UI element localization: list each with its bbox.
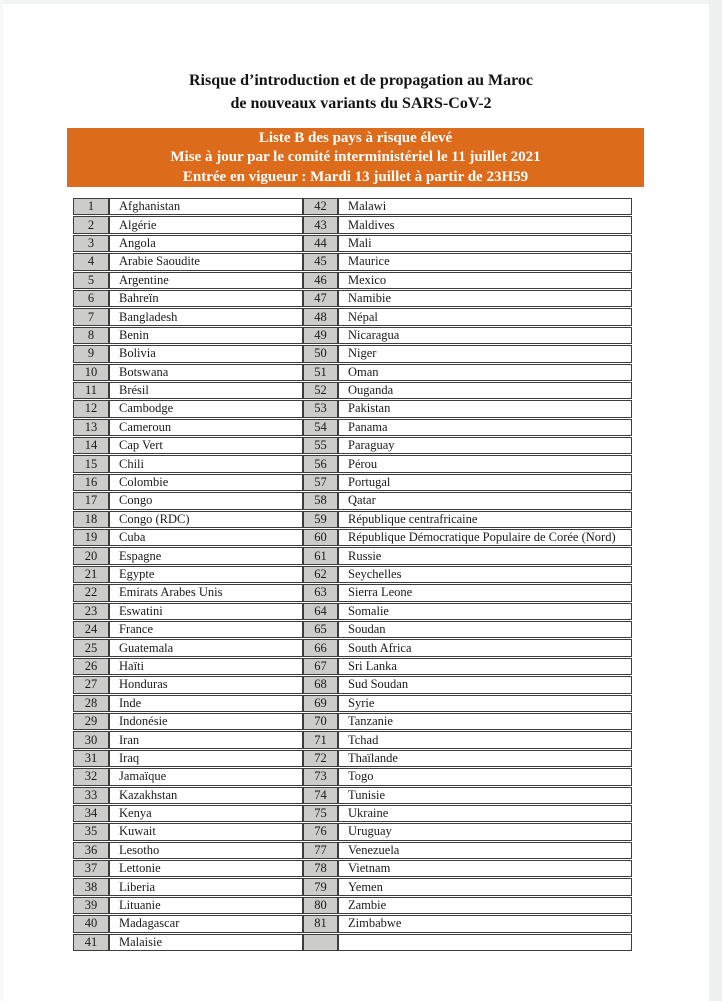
row-number-cell: 9 [73,345,109,362]
row-number-cell: 71 [303,731,338,748]
country-name-cell: Soudan [338,621,632,638]
table-row [73,474,632,491]
country-name-cell: Egypte [109,566,303,583]
row-number-cell: 56 [303,455,338,472]
country-name-cell: Seychelles [338,566,632,583]
row-number-cell: 13 [73,419,109,436]
country-name-cell: Somalie [338,603,632,620]
row-number-cell: 23 [73,603,109,620]
row-number-cell [303,934,338,951]
country-name-cell: Indonésie [109,713,303,730]
country-name-cell: Inde [109,695,303,712]
country-name-cell: Chili [109,455,303,472]
country-name-cell: Honduras [109,676,303,693]
country-name-cell: Lesotho [109,842,303,859]
row-number-cell: 28 [73,695,109,712]
country-name-cell: Cameroun [109,419,303,436]
row-number-cell: 52 [303,382,338,399]
country-name-cell: Kenya [109,805,303,822]
country-name-cell: Colombie [109,474,303,491]
table-row [73,566,632,583]
table-row [73,327,632,344]
row-number-cell: 37 [73,860,109,877]
table-row [73,584,632,601]
row-number-cell: 29 [73,713,109,730]
row-number-cell: 8 [73,327,109,344]
table-row [73,639,632,656]
row-number-cell: 50 [303,345,338,362]
country-name-cell: Portugal [338,474,632,491]
row-number-cell: 5 [73,272,109,289]
table-row [73,235,632,252]
table-row [73,216,632,233]
country-name-cell: Bahreïn [109,290,303,307]
country-name-cell: Eswatini [109,603,303,620]
row-number-cell: 42 [303,198,338,215]
row-number-cell: 40 [73,915,109,932]
country-name-cell: Qatar [338,492,632,509]
country-name-cell: Haïti [109,658,303,675]
banner-list-name: Liste B des pays à risque élevé [258,130,453,146]
country-name-cell: Mexico [338,272,632,289]
page-title-line1: Risque d’introduction et de propagation au Maroc [188,72,534,89]
row-number-cell: 10 [73,364,109,381]
row-number-cell: 69 [303,695,338,712]
country-name-cell: Iran [109,731,303,748]
page-title [0,70,722,115]
country-name-cell: Algérie [109,216,303,233]
table-row [73,713,632,730]
table-row [73,547,632,564]
country-name-cell: Zimbabwe [338,915,632,932]
country-name-cell: Congo (RDC) [109,511,303,528]
row-number-cell: 19 [73,529,109,546]
row-number-cell: 46 [303,272,338,289]
row-number-cell: 32 [73,768,109,785]
country-name-cell: Pérou [338,455,632,472]
row-number-cell: 75 [303,805,338,822]
row-number-cell: 76 [303,823,338,840]
row-number-cell: 80 [303,897,338,914]
country-name-cell: Benin [109,327,303,344]
row-number-cell: 67 [303,658,338,675]
table-row [73,658,632,675]
row-number-cell: 45 [303,253,338,270]
country-name-cell: Syrie [338,695,632,712]
row-number-cell: 60 [303,529,338,546]
table-row [73,676,632,693]
country-name-cell: Maurice [338,253,632,270]
row-number-cell: 81 [303,915,338,932]
row-number-cell: 34 [73,805,109,822]
country-name-cell: Sud Soudan [338,676,632,693]
table-row [73,400,632,417]
country-table [73,197,632,952]
table-row [73,823,632,840]
row-number-cell: 11 [73,382,109,399]
country-name-cell: Niger [338,345,632,362]
country-name-cell: Emirats Arabes Unis [109,584,303,601]
row-number-cell: 68 [303,676,338,693]
row-number-cell: 15 [73,455,109,472]
row-number-cell: 3 [73,235,109,252]
table-row [73,860,632,877]
country-name-cell: Kazakhstan [109,787,303,804]
country-name-cell: Pakistan [338,400,632,417]
table-row [73,695,632,712]
country-name-cell: Bolivia [109,345,303,362]
row-number-cell: 30 [73,731,109,748]
country-name-cell [338,934,632,951]
country-name-cell: Madagascar [109,915,303,932]
country-name-cell: Sierra Leone [338,584,632,601]
row-number-cell: 25 [73,639,109,656]
country-name-cell: Angola [109,235,303,252]
row-number-cell: 48 [303,308,338,325]
country-name-cell: Paraguay [338,437,632,454]
row-number-cell: 2 [73,216,109,233]
country-name-cell: Togo [338,768,632,785]
scan-edge-right [709,0,722,1001]
country-name-cell: Liberia [109,878,303,895]
country-name-cell: Kuwait [109,823,303,840]
table-row [73,603,632,620]
country-name-cell: France [109,621,303,638]
table-row [73,308,632,325]
country-name-cell: Vietnam [338,860,632,877]
table-row [73,198,632,215]
country-name-cell: Namibie [338,290,632,307]
country-name-cell: Ukraine [338,805,632,822]
row-number-cell: 73 [303,768,338,785]
table-row [73,842,632,859]
country-name-cell: Guatemala [109,639,303,656]
row-number-cell: 36 [73,842,109,859]
row-number-cell: 20 [73,547,109,564]
banner-effective-date: Entrée en vigueur : Mardi 13 juillet à partir de 23H59 [182,168,529,185]
risk-list-banner [67,128,644,187]
row-number-cell: 44 [303,235,338,252]
row-number-cell: 51 [303,364,338,381]
country-name-cell: Espagne [109,547,303,564]
country-name-cell: Tanzanie [338,713,632,730]
country-name-cell: Tunisie [338,787,632,804]
row-number-cell: 41 [73,934,109,951]
country-name-cell: Sri Lanka [338,658,632,675]
row-number-cell: 35 [73,823,109,840]
country-name-cell: Cambodge [109,400,303,417]
row-number-cell: 18 [73,511,109,528]
row-number-cell: 72 [303,750,338,767]
banner-update-info: Mise à jour par le comité interministériel le 11 juillet 2021 [170,149,541,166]
row-number-cell: 78 [303,860,338,877]
row-number-cell: 47 [303,290,338,307]
country-name-cell: Zambie [338,897,632,914]
country-name-cell: Tchad [338,731,632,748]
row-number-cell: 14 [73,437,109,454]
row-number-cell: 55 [303,437,338,454]
table-row [73,492,632,509]
table-row [73,529,632,546]
row-number-cell: 64 [303,603,338,620]
row-number-cell: 59 [303,511,338,528]
country-name-cell: Népal [338,308,632,325]
row-number-cell: 33 [73,787,109,804]
row-number-cell: 77 [303,842,338,859]
row-number-cell: 70 [303,713,338,730]
table-row [73,345,632,362]
country-name-cell: South Africa [338,639,632,656]
row-number-cell: 7 [73,308,109,325]
table-row [73,455,632,472]
row-number-cell: 39 [73,897,109,914]
country-table-body [73,198,632,951]
country-name-cell: Argentine [109,272,303,289]
country-name-cell: Bangladesh [109,308,303,325]
row-number-cell: 49 [303,327,338,344]
table-row [73,382,632,399]
row-number-cell: 62 [303,566,338,583]
table-row [73,253,632,270]
page-title-line2: de nouveaux variants du SARS-CoV-2 [230,94,492,112]
country-name-cell: Lituanie [109,897,303,914]
country-name-cell: Lettonie [109,860,303,877]
country-name-cell: République Démocratique Populaire de Corée (Nord) [338,529,632,546]
row-number-cell: 58 [303,492,338,509]
table-row [73,364,632,381]
country-name-cell: Malaisie [109,934,303,951]
row-number-cell: 16 [73,474,109,491]
table-row [73,419,632,436]
table-row [73,878,632,895]
country-name-cell: Afghanistan [109,198,303,215]
country-name-cell: Thaïlande [338,750,632,767]
scan-edge-left [0,0,3,1001]
country-name-cell: Iraq [109,750,303,767]
table-row [73,934,632,951]
country-name-cell: Brésil [109,382,303,399]
row-number-cell: 61 [303,547,338,564]
row-number-cell: 38 [73,878,109,895]
row-number-cell: 31 [73,750,109,767]
country-name-cell: Malawi [338,198,632,215]
table-row [73,731,632,748]
table-row [73,290,632,307]
country-name-cell: Oman [338,364,632,381]
table-row [73,750,632,767]
table-row [73,787,632,804]
table-row [73,621,632,638]
country-name-cell: Panama [338,419,632,436]
row-number-cell: 27 [73,676,109,693]
country-name-cell: Uruguay [338,823,632,840]
row-number-cell: 1 [73,198,109,215]
table-row [73,897,632,914]
table-row [73,437,632,454]
country-name-cell: Arabie Saoudite [109,253,303,270]
country-name-cell: Venezuela [338,842,632,859]
country-name-cell: Yemen [338,878,632,895]
table-row [73,511,632,528]
table-row [73,805,632,822]
row-number-cell: 63 [303,584,338,601]
country-name-cell: République centrafricaine [338,511,632,528]
country-name-cell: Nicaragua [338,327,632,344]
country-name-cell: Mali [338,235,632,252]
row-number-cell: 26 [73,658,109,675]
country-name-cell: Maldives [338,216,632,233]
table-row [73,915,632,932]
row-number-cell: 53 [303,400,338,417]
row-number-cell: 17 [73,492,109,509]
country-name-cell: Botswana [109,364,303,381]
row-number-cell: 79 [303,878,338,895]
row-number-cell: 22 [73,584,109,601]
row-number-cell: 74 [303,787,338,804]
row-number-cell: 21 [73,566,109,583]
row-number-cell: 43 [303,216,338,233]
row-number-cell: 24 [73,621,109,638]
country-name-cell: Cuba [109,529,303,546]
table-row [73,768,632,785]
row-number-cell: 57 [303,474,338,491]
table-row [73,272,632,289]
country-name-cell: Jamaïque [109,768,303,785]
country-name-cell: Russie [338,547,632,564]
row-number-cell: 12 [73,400,109,417]
row-number-cell: 65 [303,621,338,638]
country-name-cell: Ouganda [338,382,632,399]
row-number-cell: 4 [73,253,109,270]
country-name-cell: Congo [109,492,303,509]
row-number-cell: 66 [303,639,338,656]
row-number-cell: 6 [73,290,109,307]
country-name-cell: Cap Vert [109,437,303,454]
scan-edge-top [0,0,722,4]
row-number-cell: 54 [303,419,338,436]
